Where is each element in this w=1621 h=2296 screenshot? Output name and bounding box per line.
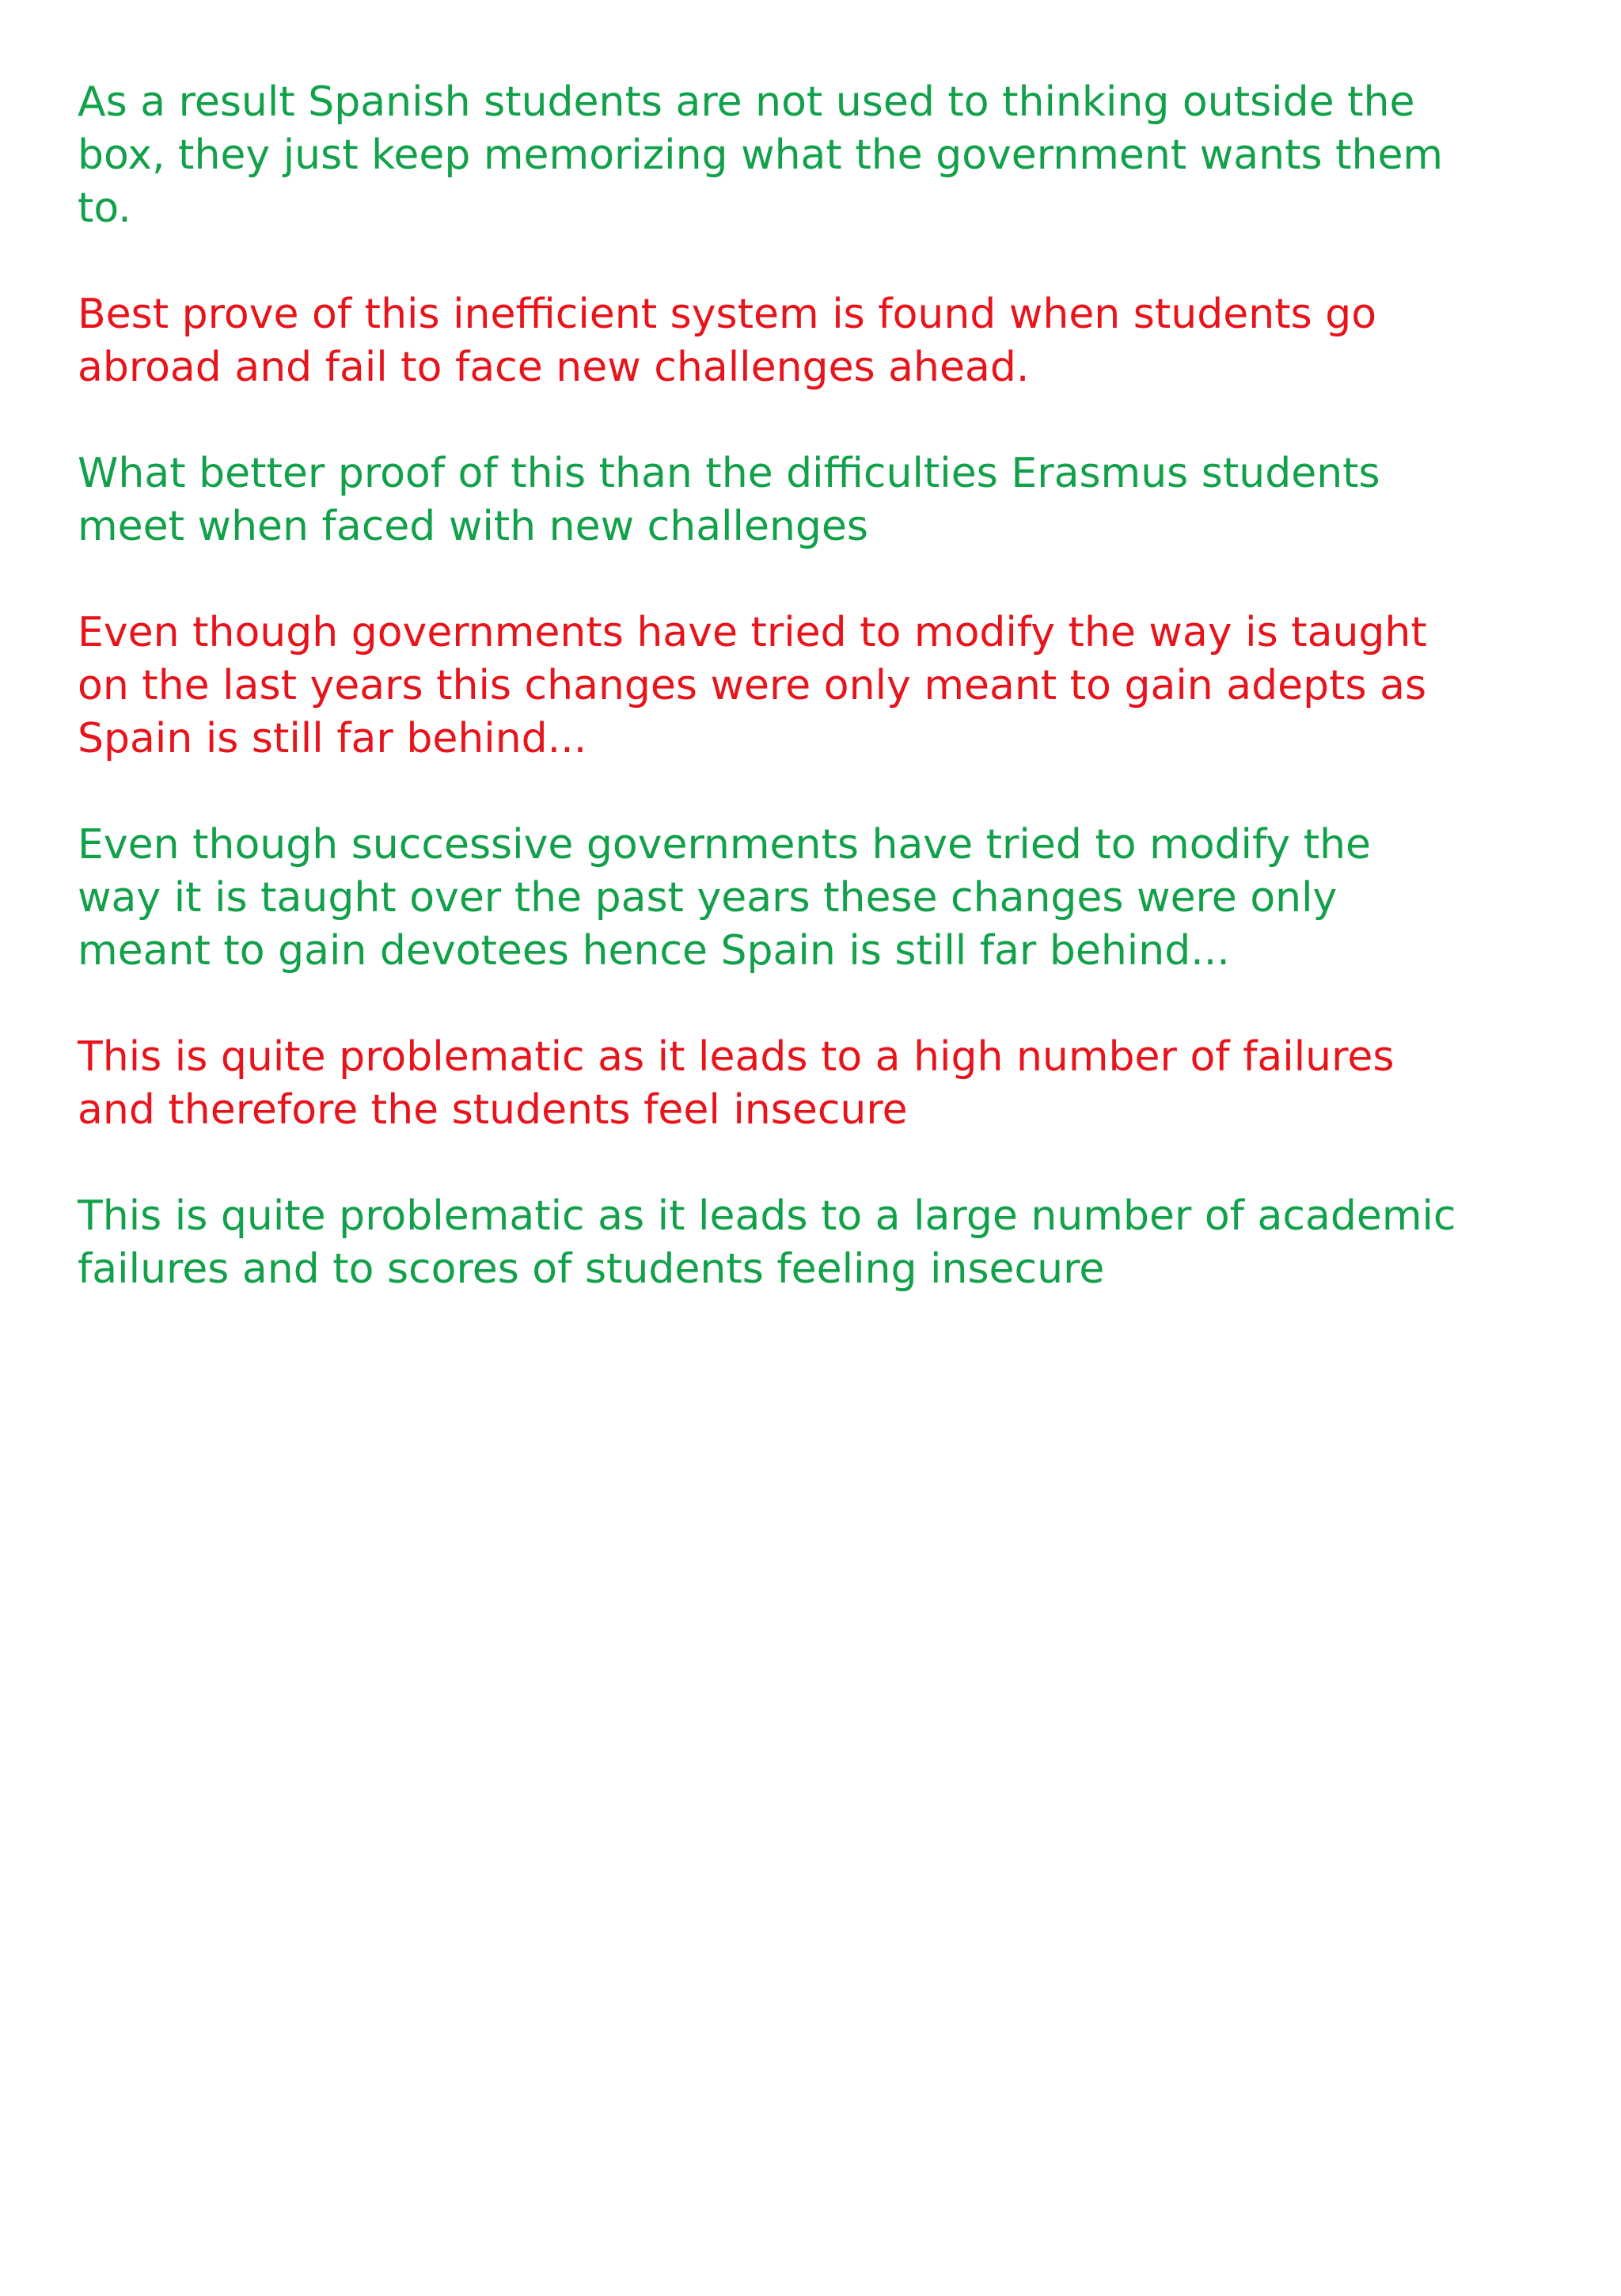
paragraph-draft-3: This is quite problematic as it leads to a high number of failures and therefore the students feel insecure: [78, 1033, 1395, 1134]
paragraph-corrected-1: What better proof of this than the difficulties Erasmus students meet when faced with new challenges: [78, 450, 1380, 550]
paragraph-draft-1: Best prove of this inefficient system is found when students go abroad and fail to face new challenges ahead.: [78, 291, 1377, 391]
document-body: [78, 76, 1581, 1296]
paragraph-draft-2: Even though governments have tried to modify the way is taught on the last years this changes were only meant to gain adepts as Spain is still far behind...: [78, 609, 1427, 762]
paragraph-corrected-3: This is quite problematic as it leads to a large number of academic failures and to scores of students feeling insecure: [78, 1192, 1456, 1293]
paragraph-original-1: As a result Spanish students are not used to thinking outside the box, they just keep memorizing what the government wants them to.: [78, 78, 1444, 232]
paragraph-corrected-2: Even though successive governments have tried to modify the way it is taught over the past years these changes were only meant to gain devotees hence Spain is still far behind...: [78, 821, 1372, 975]
